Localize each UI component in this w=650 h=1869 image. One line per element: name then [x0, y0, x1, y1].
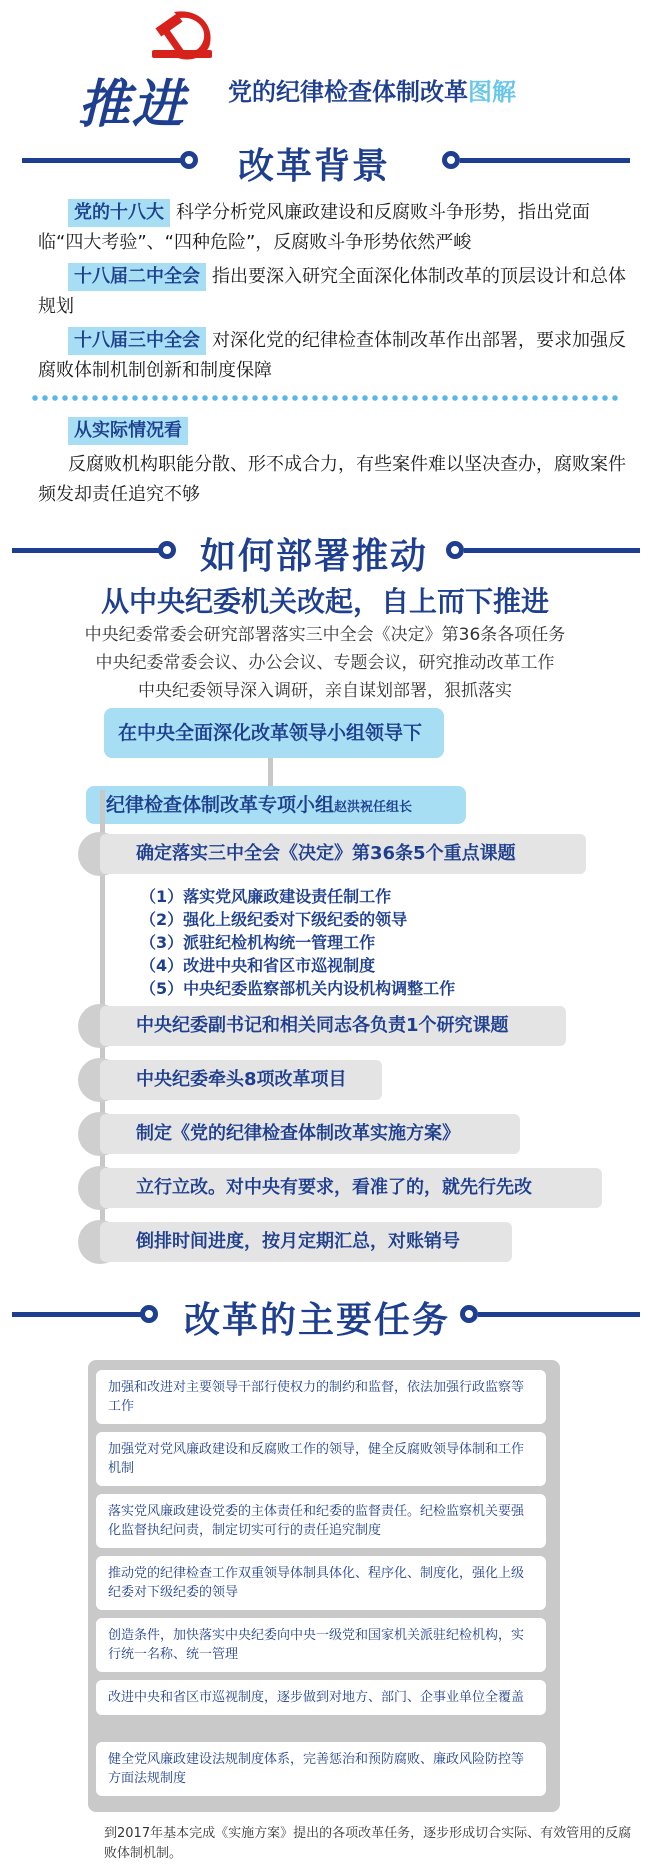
ring-icon — [158, 541, 176, 559]
divider — [12, 548, 160, 553]
background-item — [38, 262, 628, 322]
reality-tag: 从实际情况看 — [68, 417, 188, 445]
reality-block — [38, 416, 628, 446]
header — [0, 0, 650, 135]
ring-icon — [446, 541, 464, 559]
task-item: 改进中央和省区市巡视制度，逐步做到对地方、部门、企事业单位全覆盖 — [96, 1680, 546, 1715]
deploy-line: 中央纪委领导深入调研，亲自谋划部署，狠抓落实 — [138, 681, 512, 701]
main-title-suffix: 图解 — [468, 78, 516, 106]
background-text: 科学分析党风廉政建设和反腐败斗争形势，指出党面临“四大考验”、“四种危险”，反腐败斗争形势依然严峻 — [38, 202, 590, 253]
step-label: 倒排时间进度，按月定期汇总，对账销号 — [100, 1222, 512, 1262]
task-item: 健全党风廉政建设法规制度体系，完善惩治和预防腐败、廉政风险防控等方面法规制度 — [96, 1742, 546, 1796]
hammer-sickle-icon — [148, 6, 220, 64]
divider — [22, 158, 182, 163]
topic-item: （5）中央纪委监察部机关内设机构调整工作 — [140, 979, 456, 998]
deploy-subtitle: 从中央纪委机关改起，自上而下推进 — [100, 585, 549, 618]
background-text: 指出要深入研究全面深化体制改革的顶层设计和总体规划 — [38, 266, 626, 317]
topic-item: （3）派驻纪检机构统一管理工作 — [140, 933, 376, 952]
divider — [464, 548, 640, 553]
step-label: 制定《党的纪律检查体制改革实施方案》 — [100, 1114, 520, 1154]
ring-icon — [140, 1305, 158, 1323]
background-item — [38, 326, 628, 386]
leading-group-box: 在中央全面深化改革领导小组领导下 — [104, 708, 444, 758]
dotted-divider — [30, 394, 620, 402]
deploy-line: 中央纪委常委会研究部署落实三中全会《决定》第36条各项任务 — [84, 625, 566, 645]
section-header-tasks — [0, 1292, 650, 1341]
reality-text: 反腐败机构职能分散、形不成合力，有些案件难以坚决查办，腐败案件频发却责任追究不够 — [38, 454, 626, 505]
section-title: 如何部署推动 — [200, 536, 429, 577]
topics-list — [140, 885, 455, 1000]
divider — [460, 158, 630, 163]
task-item: 落实党风廉政建设党委的主体责任和纪委的监督责任。纪检监察机关要强化监督执纪问责，制定切实可行的责任追究制度 — [96, 1494, 546, 1548]
reality-text-block — [38, 450, 628, 510]
section-title: 改革背景 — [238, 146, 391, 187]
connector-line — [268, 758, 273, 788]
background-text: 对深化党的纪律检查体制改革作出部署，要求加强反腐败体制机制创新和制度保障 — [38, 330, 626, 381]
step-label: 立行立改。对中央有要求，看准了的，就先行先改 — [100, 1168, 602, 1208]
step-label: 确定落实三中全会《决定》第36条5个重点课题 — [100, 834, 586, 874]
background-item — [38, 198, 628, 258]
step-label: 中央纪委副书记和相关同志各负责1个研究课题 — [100, 1006, 566, 1046]
step-label: 中央纪委牵头8项改革项目 — [100, 1060, 382, 1100]
divider — [12, 1312, 142, 1317]
main-title — [228, 72, 516, 107]
deploy-line: 中央纪委常委会议、办公会议、专题会议，研究推动改革工作 — [95, 653, 555, 673]
task-item: 加强党对党风廉政建设和反腐败工作的领导，健全反腐败领导体制和工作机制 — [96, 1432, 546, 1486]
special-group-note: 赵洪祝任组长 — [334, 800, 413, 815]
push-title: 推进 — [78, 75, 187, 135]
background-tag: 十八届二中全会 — [68, 263, 206, 291]
topic-item: （1）落实党风廉政建设责任制工作 — [140, 887, 392, 906]
divider — [478, 1312, 640, 1317]
ring-icon — [442, 151, 460, 169]
ring-icon — [180, 151, 198, 169]
main-title-text: 党的纪律检查体制改革 — [228, 78, 468, 106]
background-tag: 党的十八大 — [68, 199, 170, 227]
special-group-box — [86, 786, 466, 824]
task-item: 加强和改进对主要领导干部行使权力的制约和监督，依法加强行政监察等工作 — [96, 1370, 546, 1424]
topic-item: （2）强化上级纪委对下级纪委的领导 — [140, 910, 408, 929]
ring-icon — [460, 1305, 478, 1323]
section-title: 改革的主要任务 — [184, 1300, 451, 1341]
section-header-background — [0, 138, 650, 187]
topic-item: （4）改进中央和省区市巡视制度 — [140, 956, 376, 975]
task-item: 创造条件，加快落实中央纪委向中央一级党和国家机关派驻纪检机构，实行统一名称、统一管理 — [96, 1618, 546, 1672]
footer-note: 到2017年基本完成《实施方案》提出的各项改革任务，逐步形成切合实际、有效管用的反腐败体制机制。 — [104, 1826, 632, 1861]
special-group-label: 纪律检查体制改革专项小组 — [106, 794, 335, 816]
task-item: 推动党的纪律检查工作双重领导体制具体化、程序化、制度化，强化上级纪委对下级纪委的领导 — [96, 1556, 546, 1610]
section-header-deploy — [0, 528, 650, 577]
background-tag: 十八届三中全会 — [68, 327, 206, 355]
